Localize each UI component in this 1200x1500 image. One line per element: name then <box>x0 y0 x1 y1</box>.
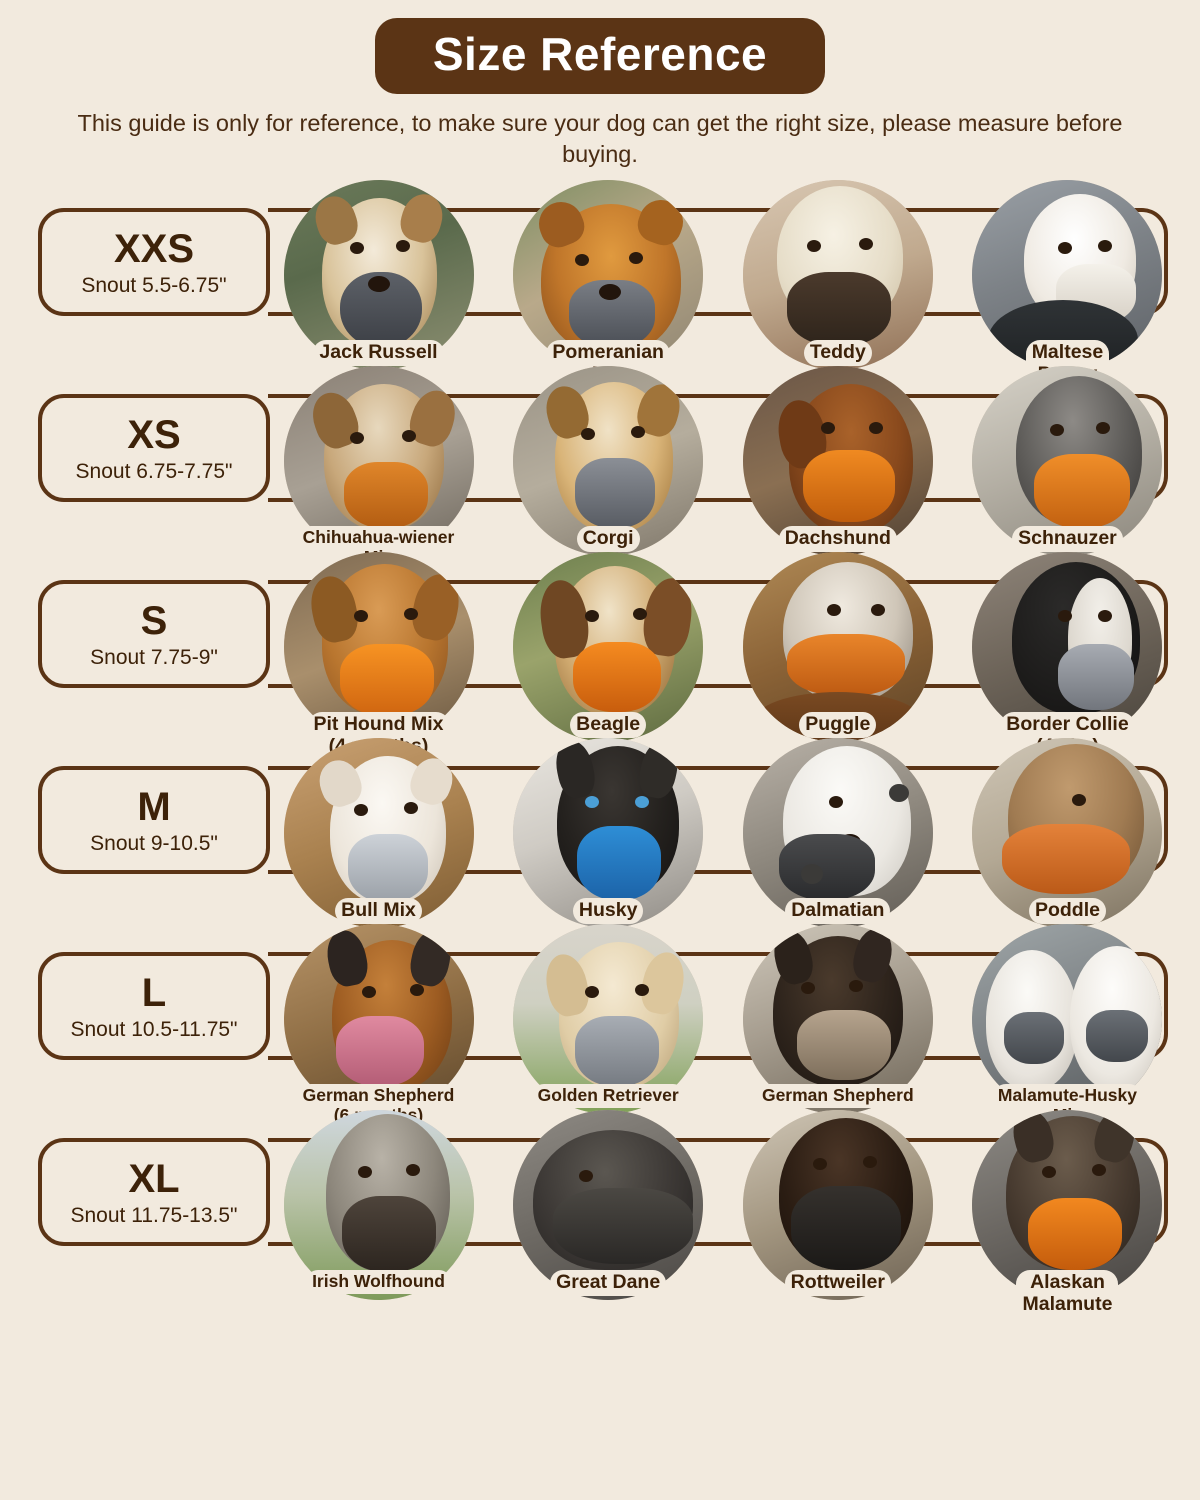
dog-breed-line: Irish Wolfhound <box>312 1271 445 1292</box>
snout-range: Snout 10.5-11.75" <box>70 1017 238 1041</box>
snout-range: Snout 9-10.5" <box>90 831 218 855</box>
dog-breed-line: Rottweiler <box>790 1271 885 1294</box>
dog-breed-label <box>785 1270 891 1296</box>
dog-example <box>276 1110 481 1294</box>
caption-wrap <box>967 526 1167 552</box>
caption-wrap <box>508 1084 708 1108</box>
dog-example <box>735 366 940 552</box>
snout-range: Snout 7.75-9" <box>90 645 218 669</box>
dog-breed-line: Chihuahua-wiener <box>302 527 455 548</box>
dog-breed-label <box>306 1270 451 1294</box>
caption-wrap <box>738 1270 938 1296</box>
dog-example <box>735 180 940 366</box>
caption-wrap <box>738 526 938 552</box>
dog-example <box>965 738 1170 924</box>
dog-breed-label <box>1016 1270 1118 1318</box>
size-pill-l <box>38 952 270 1060</box>
caption-wrap <box>508 1270 708 1296</box>
dog-breed-line: Dalmatian <box>791 899 885 922</box>
caption-wrap <box>508 712 708 738</box>
size-row <box>0 924 1200 1110</box>
dog-example <box>276 738 481 924</box>
photo-strip <box>276 738 1176 924</box>
caption-wrap <box>738 898 938 924</box>
dog-breed-line: Pit Hound Mix <box>313 713 444 736</box>
dog-example <box>506 366 711 552</box>
size-pill-xl <box>38 1138 270 1246</box>
dog-example <box>735 552 940 738</box>
dog-example <box>276 924 481 1127</box>
dog-breed-line: Dachshund <box>784 527 891 550</box>
caption-wrap <box>508 526 708 552</box>
dog-breed-line: Bull Mix <box>341 899 416 922</box>
dog-breed-line: Teddy <box>809 341 866 364</box>
dog-breed-label <box>577 526 640 552</box>
photo-strip <box>276 366 1176 552</box>
dog-breed-line: Malamute-Husky <box>997 1085 1137 1106</box>
dog-breed-line: Corgi <box>582 527 634 550</box>
dog-breed-label <box>570 712 646 738</box>
dog-example <box>735 1110 940 1296</box>
dog-example <box>965 552 1170 760</box>
dog-breed-line: Schnauzer <box>1018 527 1117 550</box>
dog-example <box>506 738 711 924</box>
photo-strip <box>276 1110 1176 1316</box>
size-label: S <box>140 598 168 643</box>
caption-wrap <box>967 898 1167 924</box>
caption-wrap <box>279 1270 479 1294</box>
size-row <box>0 552 1200 738</box>
dog-breed-label <box>550 1270 666 1296</box>
dog-breed-label <box>532 1084 685 1108</box>
photo-strip <box>276 180 1176 366</box>
dog-breed-line: Border Collie <box>1006 713 1129 736</box>
dog-example <box>965 180 1170 388</box>
caption-wrap <box>738 712 938 738</box>
caption-wrap <box>967 1270 1167 1318</box>
size-pill-xxs <box>38 208 270 316</box>
dog-breed-line: Great Dane <box>556 1271 661 1294</box>
size-row <box>0 738 1200 924</box>
dog-example <box>506 924 711 1108</box>
dog-breed-line: German Shepherd <box>761 1085 914 1106</box>
size-pill-xs <box>38 394 270 502</box>
caption-wrap <box>279 340 479 366</box>
dog-example <box>965 924 1170 1127</box>
dog-breed-line: Pomeranian <box>552 341 664 364</box>
dog-example <box>276 180 481 366</box>
dog-breed-label <box>779 526 897 552</box>
photo-strip <box>276 924 1176 1110</box>
dog-breed-line: Alaskan <box>1030 1271 1105 1294</box>
caption-wrap <box>279 898 479 924</box>
dog-breed-label <box>313 340 443 366</box>
dog-breed-line: Malamute <box>1022 1293 1113 1316</box>
dog-breed-label <box>756 1084 920 1108</box>
caption-wrap <box>738 340 938 366</box>
dog-breed-line: Jack Russell <box>319 341 438 364</box>
size-label: XS <box>127 412 181 457</box>
size-row <box>0 1110 1200 1316</box>
dog-example <box>735 924 940 1108</box>
dog-breed-label <box>799 712 876 738</box>
dog-example <box>965 1110 1170 1318</box>
size-rows <box>0 180 1200 1316</box>
dog-breed-label <box>1029 898 1106 924</box>
caption-wrap <box>508 898 708 924</box>
dog-breed-line: Poddle <box>1034 899 1100 922</box>
dog-example <box>276 366 481 569</box>
size-label: XXS <box>113 226 195 271</box>
dog-breed-line: German Shepherd <box>302 1085 455 1106</box>
photo-strip <box>276 552 1176 738</box>
dog-example <box>735 738 940 924</box>
header <box>0 0 1200 170</box>
dog-breed-line: Maltese <box>1031 341 1104 364</box>
dog-example <box>506 552 711 738</box>
dog-breed-line: Beagle <box>576 713 641 736</box>
dog-breed-line: Puggle <box>805 713 871 736</box>
dog-example <box>965 366 1170 552</box>
page-title: Size Reference <box>375 18 825 94</box>
size-row <box>0 366 1200 552</box>
caption-wrap <box>738 1084 938 1108</box>
dog-breed-label <box>804 340 872 366</box>
snout-range: Snout 11.75-13.5" <box>70 1203 238 1227</box>
dog-breed-label <box>785 898 890 924</box>
dog-breed-line: Golden Retriever <box>537 1085 679 1106</box>
dog-example <box>506 180 711 388</box>
dog-breed-label <box>573 898 644 924</box>
dog-breed-line: Husky <box>578 899 638 922</box>
size-pill-s <box>38 580 270 688</box>
dog-breed-label <box>1012 526 1123 552</box>
size-label: L <box>141 970 167 1015</box>
size-row <box>0 180 1200 366</box>
dog-example <box>506 1110 711 1296</box>
dog-breed-label <box>335 898 422 924</box>
page-subtitle: This guide is only for reference, to make sure your dog can get the right size, please measure before buying. <box>77 110 1123 168</box>
snout-range: Snout 5.5-6.75" <box>81 273 227 297</box>
size-pill-m <box>38 766 270 874</box>
size-label: M <box>137 784 171 829</box>
dog-example <box>276 552 481 760</box>
snout-range: Snout 6.75-7.75" <box>75 459 233 483</box>
size-label: XL <box>128 1156 180 1201</box>
